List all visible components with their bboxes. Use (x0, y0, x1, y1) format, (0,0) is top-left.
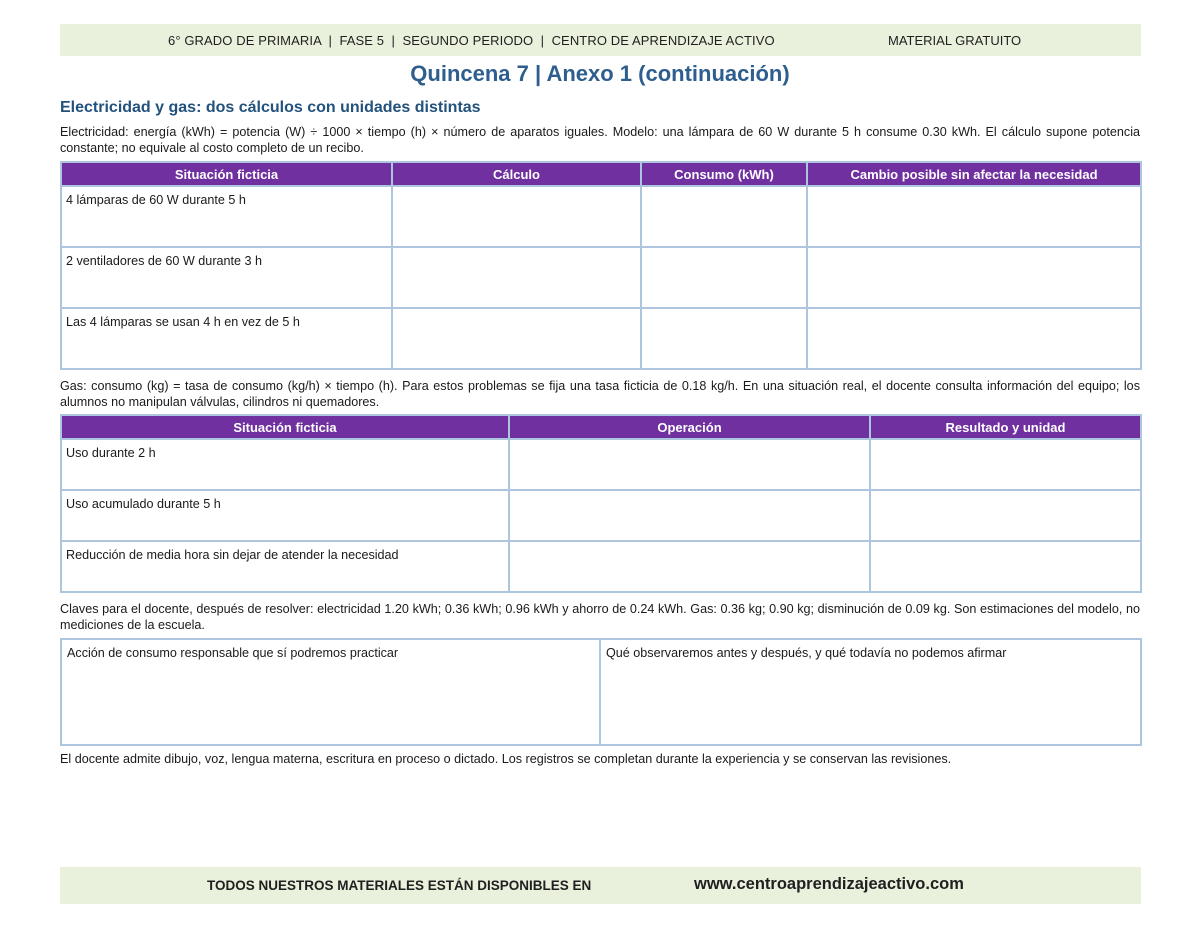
header-free-material: MATERIAL GRATUITO (888, 33, 1022, 48)
calculation-cell[interactable] (392, 308, 641, 369)
closing-note: El docente admite dibujo, voz, lengua materna, escritura en proceso o dictado. Los registros se completan durante la experiencia y se conservan las revisiones. (60, 752, 952, 766)
footer-label: TODOS NUESTROS MATERIALES ESTÁN DISPONIBLES EN (207, 878, 592, 893)
footer-url[interactable]: www.centroaprendizajeactivo.com (694, 875, 964, 893)
change-cell[interactable] (807, 308, 1141, 369)
gas-table-header (61, 415, 1141, 439)
observation-box[interactable]: Qué observaremos antes y después, y qué todavía no podemos afirmar (600, 639, 1141, 745)
situation-cell: 4 lámparas de 60 W durante 5 h (61, 186, 392, 247)
electricity-table-header (61, 162, 1141, 186)
column-header: Situación ficticia (61, 162, 392, 186)
page-title: Quincena 7 | Anexo 1 (continuación) (410, 61, 790, 86)
gas-table (60, 414, 1142, 593)
reflection-row (61, 639, 1141, 745)
header-course-info: 6° GRADO DE PRIMARIA | FASE 5 | SEGUNDO PERIODO | CENTRO DE APRENDIZAJE ACTIVO (168, 33, 775, 48)
column-header: Situación ficticia (61, 415, 509, 439)
column-header: Cambio posible sin afectar la necesidad (807, 162, 1141, 186)
column-header: Operación (509, 415, 870, 439)
situation-cell: Uso acumulado durante 5 h (61, 490, 509, 541)
consumption-cell[interactable] (641, 308, 807, 369)
column-header: Consumo (kWh) (641, 162, 807, 186)
result-cell[interactable] (870, 490, 1141, 541)
operation-cell[interactable] (509, 490, 870, 541)
situation-cell: Las 4 lámparas se usan 4 h en vez de 5 h (61, 308, 392, 369)
responsible-action-box[interactable]: Acción de consumo responsable que sí podremos practicar (61, 639, 600, 745)
header-band (60, 24, 1141, 56)
answer-key: Claves para el docente, después de resolver: electricidad 1.20 kWh; 0.36 kWh; 0.96 kWh y ahorro de 0.24 kWh. Gas: 0.36 kg; 0.90 kg; disminución de 0.09 kg. Son estimaciones del modelo, no mediciones de la escuela. (60, 602, 1140, 632)
situation-cell: Uso durante 2 h (61, 439, 509, 490)
result-cell[interactable] (870, 439, 1141, 490)
footer-band (60, 867, 1141, 904)
table-row (61, 308, 1141, 369)
calculation-cell[interactable] (392, 186, 641, 247)
column-header: Cálculo (392, 162, 641, 186)
calculation-cell[interactable] (392, 247, 641, 308)
change-cell[interactable] (807, 186, 1141, 247)
table-row (61, 439, 1141, 490)
table-row (61, 541, 1141, 592)
gas-intro: Gas: consumo (kg) = tasa de consumo (kg/h) × tiempo (h). Para estos problemas se fija una tasa ficticia de 0.18 kg/h. En una situación real, el docente consulta información del equipo; los alumnos no manipulan válvulas, cilindros ni quemadores. (60, 379, 1140, 409)
table-row (61, 490, 1141, 541)
result-cell[interactable] (870, 541, 1141, 592)
reflection-table (60, 638, 1142, 746)
operation-cell[interactable] (509, 541, 870, 592)
change-cell[interactable] (807, 247, 1141, 308)
operation-cell[interactable] (509, 439, 870, 490)
column-header: Resultado y unidad (870, 415, 1141, 439)
electricity-table (60, 161, 1142, 370)
consumption-cell[interactable] (641, 247, 807, 308)
situation-cell: 2 ventiladores de 60 W durante 3 h (61, 247, 392, 308)
consumption-cell[interactable] (641, 186, 807, 247)
electricity-intro: Electricidad: energía (kWh) = potencia (W) ÷ 1000 × tiempo (h) × número de aparatos iguales. Modelo: una lámpara de 60 W durante 5 h consume 0.30 kWh. El cálculo supone potencia constante; no equivale al costo completo de un recibo. (60, 125, 1140, 155)
section-heading: Electricidad y gas: dos cálculos con unidades distintas (60, 99, 481, 116)
situation-cell: Reducción de media hora sin dejar de atender la necesidad (61, 541, 509, 592)
table-row (61, 247, 1141, 308)
table-row (61, 186, 1141, 247)
